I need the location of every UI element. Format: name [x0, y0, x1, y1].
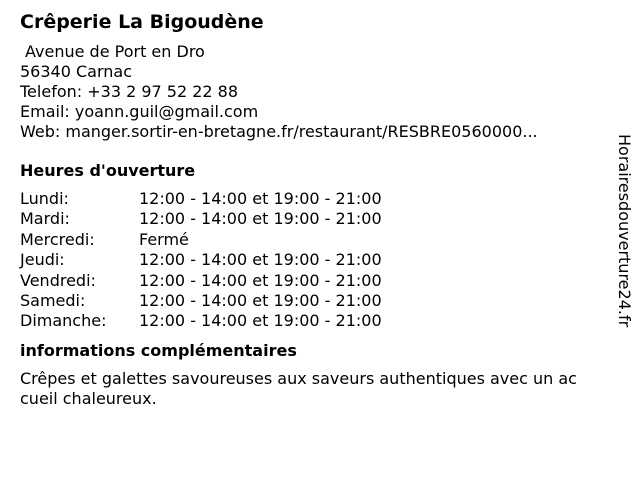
- site-watermark: Horairesdouverture24.fr: [615, 134, 634, 328]
- phone-number: Telefon: +33 2 97 52 22 88: [20, 82, 239, 101]
- day-hours: 12:00 - 14:00 et 19:00 - 21:00: [139, 311, 382, 331]
- day-label: Lundi:: [20, 189, 69, 208]
- day-label: Mardi:: [20, 209, 70, 229]
- hours-row-mercredi: [20, 230, 620, 250]
- hours-row-vendredi: [20, 271, 620, 291]
- opening-hours-heading: Heures d'ouverture: [20, 161, 196, 180]
- opening-hours-table: [20, 189, 620, 332]
- day-hours: 12:00 - 14:00 et 19:00 - 21:00: [139, 189, 382, 208]
- day-label: Samedi:: [20, 290, 86, 310]
- email-address: Email: yoann.guil@gmail.com: [20, 102, 259, 121]
- day-label: Mercredi:: [20, 229, 95, 249]
- hours-row-lundi: [20, 189, 620, 209]
- address-city: 56340 Carnac: [20, 62, 132, 81]
- day-hours: 12:00 - 14:00 et 19:00 - 21:00: [139, 209, 382, 229]
- hours-row-samedi: [20, 291, 620, 311]
- additional-info-heading: informations complémentaires: [20, 340, 297, 360]
- hours-row-mardi: [20, 209, 620, 229]
- additional-info-text: Crêpes et galettes savoureuses aux saveurs authentiques avec un ac cueil chaleureux.: [20, 368, 577, 408]
- day-hours: 12:00 - 14:00 et 19:00 - 21:00: [139, 290, 382, 310]
- day-label: Vendredi:: [20, 270, 96, 290]
- day-label: Jeudi:: [20, 250, 65, 270]
- hours-row-jeudi: [20, 250, 620, 270]
- day-hours: Fermé: [139, 229, 189, 249]
- restaurant-card: [20, 10, 620, 409]
- day-label: Dimanche:: [20, 311, 107, 331]
- restaurant-name: Crêperie La Bigoudène: [20, 11, 264, 33]
- day-hours: 12:00 - 14:00 et 19:00 - 21:00: [139, 250, 382, 270]
- address-street: Avenue de Port en Dro: [25, 42, 205, 61]
- hours-row-dimanche: [20, 311, 620, 331]
- website-link[interactable]: Web: manger.sortir-en-bretagne.fr/restaurant/RESBRE0560000...: [20, 122, 538, 141]
- day-hours: 12:00 - 14:00 et 19:00 - 21:00: [139, 270, 382, 290]
